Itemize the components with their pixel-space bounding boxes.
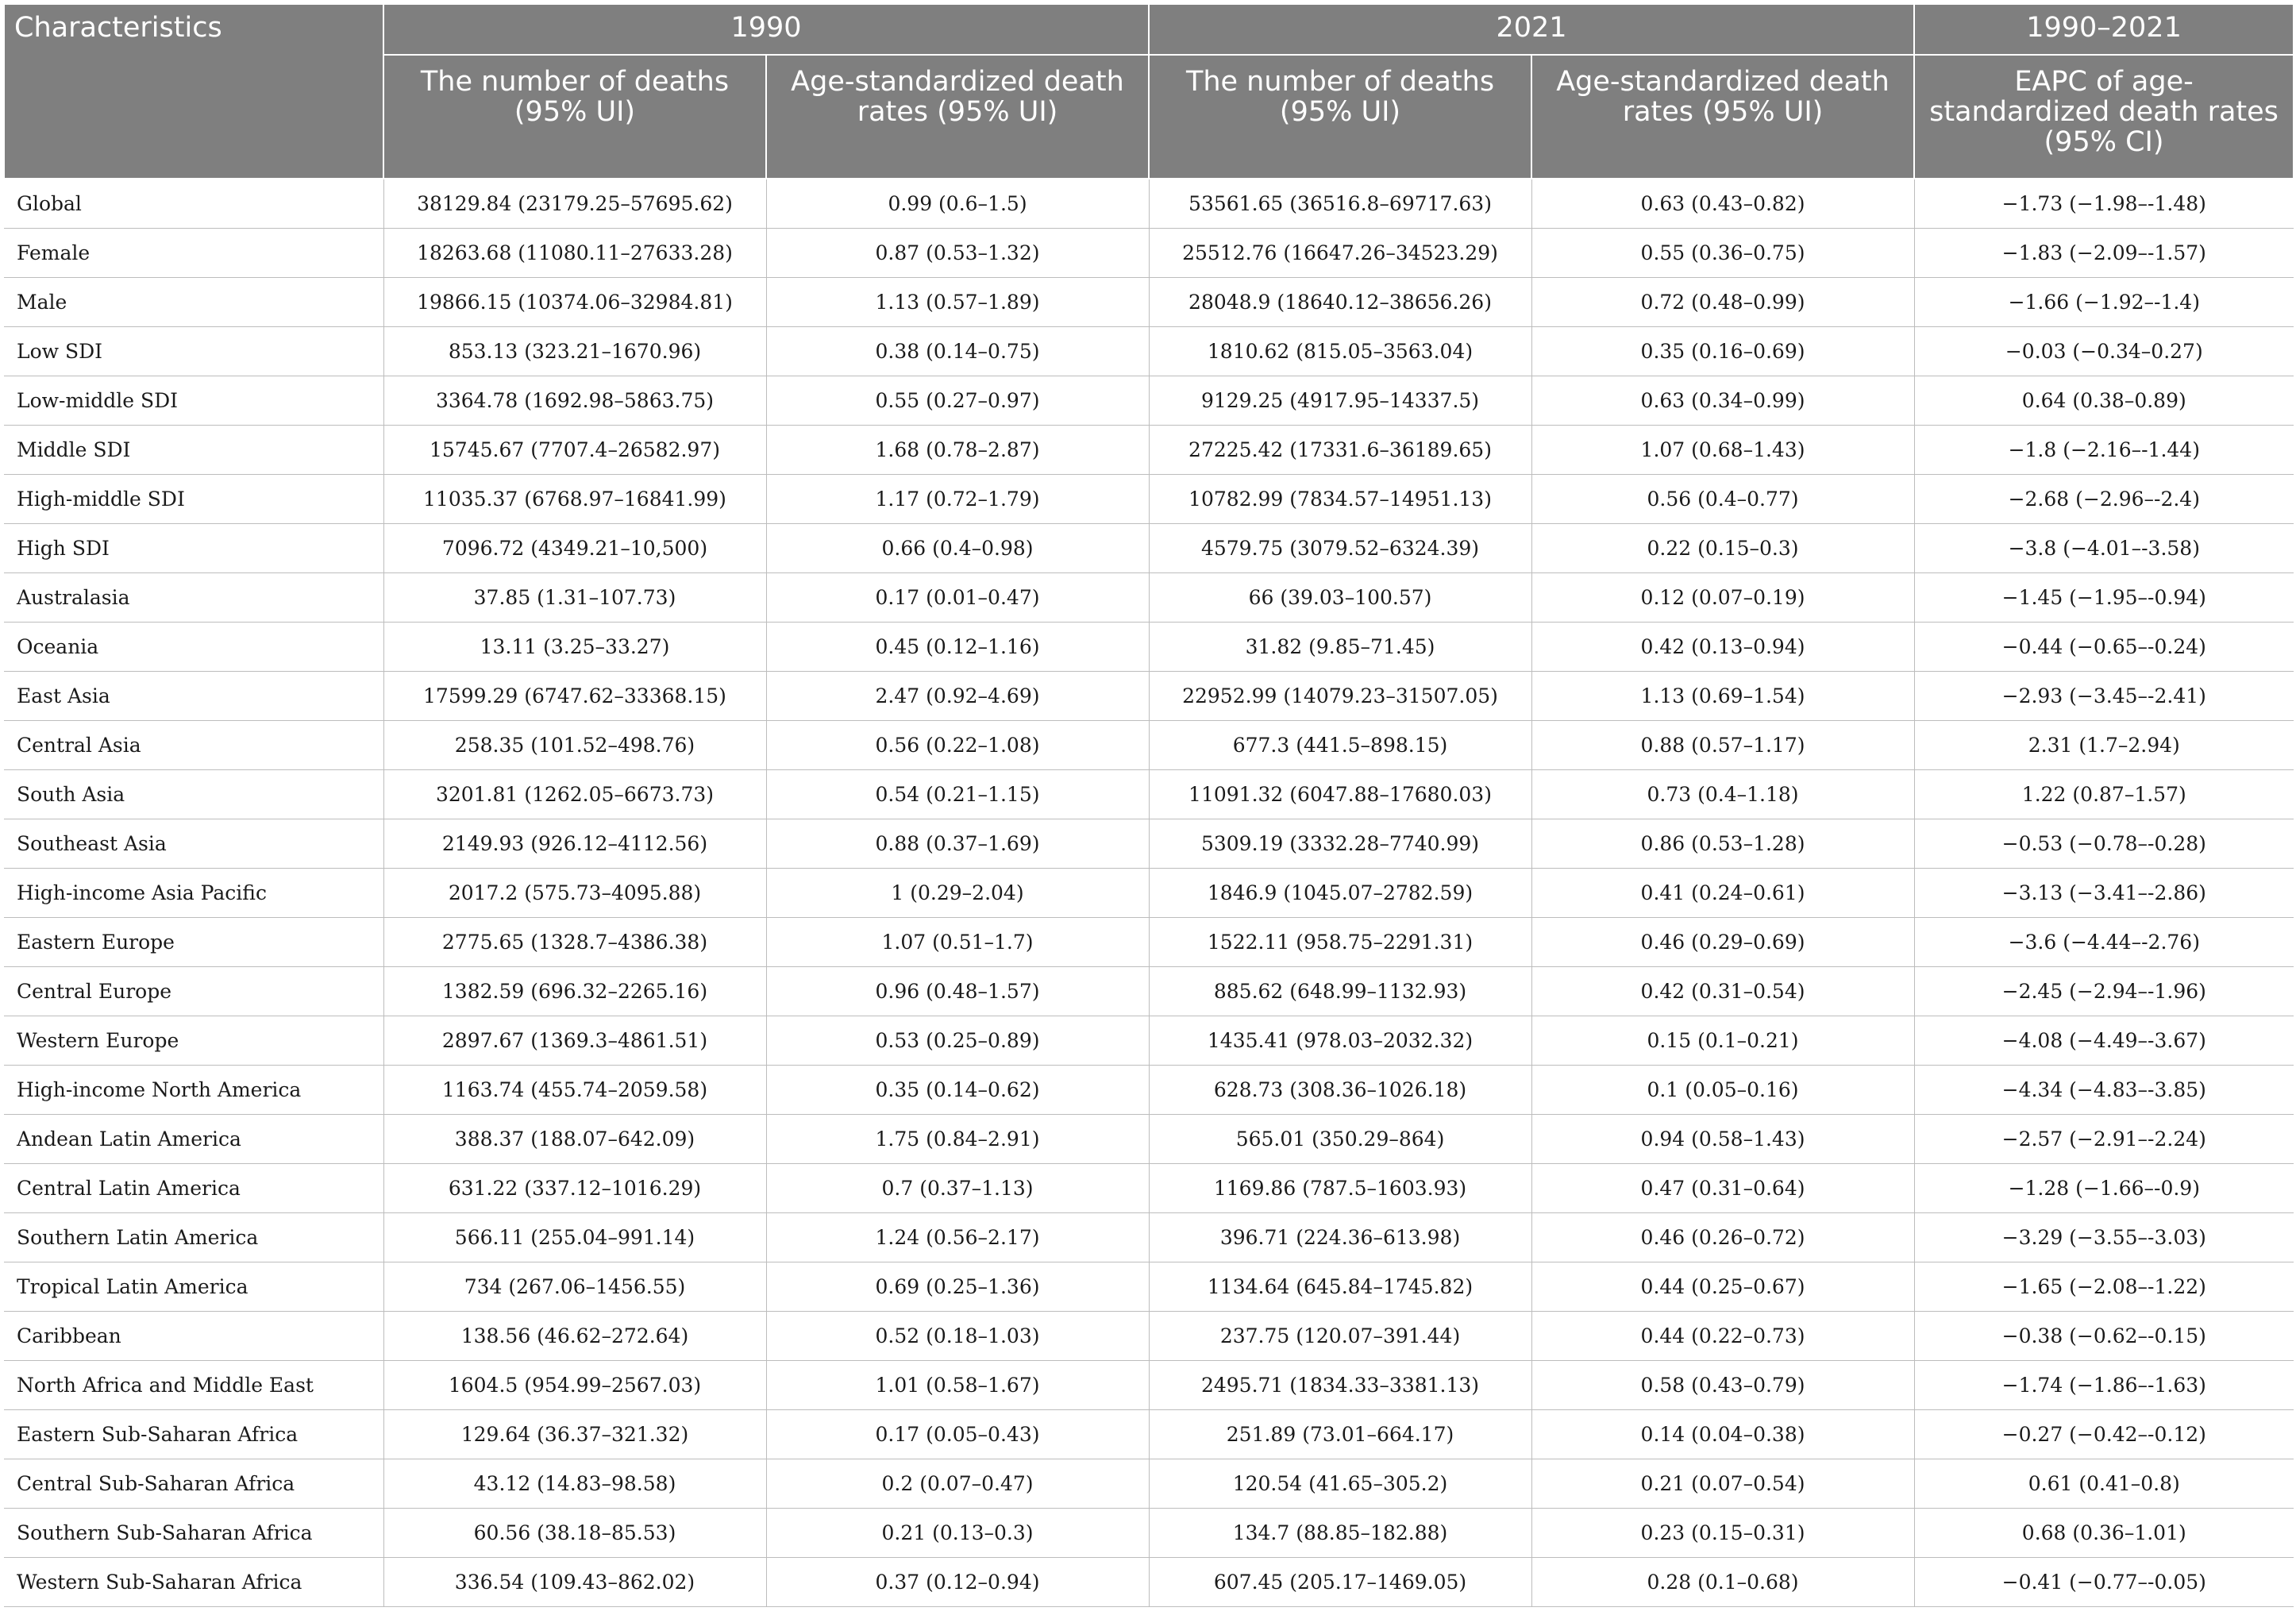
table-row	[4, 376, 2294, 425]
cell-deaths-1990: 17599.29 (6747.62–33368.15)	[383, 671, 766, 720]
cell-asdr-1990: 1.01 (0.58–1.67)	[766, 1360, 1149, 1409]
cell-asdr-1990: 0.45 (0.12–1.16)	[766, 622, 1149, 671]
cell-asdr-1990: 1.75 (0.84–2.91)	[766, 1114, 1149, 1163]
header-year-1990: 1990	[383, 4, 1149, 55]
cell-deaths-2021: 237.75 (120.07–391.44)	[1149, 1311, 1531, 1360]
header-row-years	[4, 4, 2294, 55]
cell-asdr-2021: 1.13 (0.69–1.54)	[1531, 671, 1914, 720]
table-row	[4, 671, 2294, 720]
cell-asdr-1990: 0.17 (0.05–0.43)	[766, 1409, 1149, 1459]
cell-deaths-2021: 53561.65 (36516.8–69717.63)	[1149, 179, 1531, 228]
cell-asdr-1990: 0.54 (0.21–1.15)	[766, 769, 1149, 819]
cell-characteristic: Male	[4, 277, 383, 326]
cell-deaths-2021: 31.82 (9.85–71.45)	[1149, 622, 1531, 671]
cell-eapc: −3.13 (−3.41–-2.86)	[1914, 868, 2294, 917]
cell-characteristic: Southern Latin America	[4, 1212, 383, 1262]
cell-deaths-1990: 19866.15 (10374.06–32984.81)	[383, 277, 766, 326]
table-row	[4, 1311, 2294, 1360]
cell-deaths-2021: 22952.99 (14079.23–31507.05)	[1149, 671, 1531, 720]
table-row	[4, 1557, 2294, 1606]
cell-characteristic: Eastern Europe	[4, 917, 383, 966]
cell-deaths-2021: 9129.25 (4917.95–14337.5)	[1149, 376, 1531, 425]
cell-eapc: 2.31 (1.7–2.94)	[1914, 720, 2294, 769]
cell-deaths-2021: 565.01 (350.29–864)	[1149, 1114, 1531, 1163]
cell-deaths-2021: 27225.42 (17331.6–36189.65)	[1149, 425, 1531, 474]
cell-deaths-2021: 1435.41 (978.03–2032.32)	[1149, 1016, 1531, 1065]
cell-asdr-1990: 0.69 (0.25–1.36)	[766, 1262, 1149, 1311]
cell-characteristic: Eastern Sub-Saharan Africa	[4, 1409, 383, 1459]
cell-characteristic: High-middle SDI	[4, 474, 383, 523]
cell-deaths-1990: 631.22 (337.12–1016.29)	[383, 1163, 766, 1212]
cell-asdr-2021: 0.63 (0.43–0.82)	[1531, 179, 1914, 228]
table-row	[4, 868, 2294, 917]
cell-eapc: −4.34 (−4.83–-3.85)	[1914, 1065, 2294, 1114]
cell-eapc: 1.22 (0.87–1.57)	[1914, 769, 2294, 819]
cell-deaths-2021: 5309.19 (3332.28–7740.99)	[1149, 819, 1531, 868]
cell-deaths-2021: 4579.75 (3079.52–6324.39)	[1149, 523, 1531, 572]
cell-characteristic: High-income North America	[4, 1065, 383, 1114]
cell-asdr-2021: 0.47 (0.31–0.64)	[1531, 1163, 1914, 1212]
cell-asdr-1990: 0.55 (0.27–0.97)	[766, 376, 1149, 425]
cell-asdr-1990: 1.13 (0.57–1.89)	[766, 277, 1149, 326]
cell-deaths-1990: 38129.84 (23179.25–57695.62)	[383, 179, 766, 228]
cell-eapc: −0.44 (−0.65–-0.24)	[1914, 622, 2294, 671]
cell-asdr-1990: 0.56 (0.22–1.08)	[766, 720, 1149, 769]
cell-deaths-1990: 60.56 (38.18–85.53)	[383, 1508, 766, 1557]
cell-characteristic: Southern Sub-Saharan Africa	[4, 1508, 383, 1557]
cell-deaths-1990: 15745.67 (7707.4–26582.97)	[383, 425, 766, 474]
cell-deaths-1990: 1163.74 (455.74–2059.58)	[383, 1065, 766, 1114]
cell-asdr-1990: 1.17 (0.72–1.79)	[766, 474, 1149, 523]
cell-deaths-2021: 10782.99 (7834.57–14951.13)	[1149, 474, 1531, 523]
cell-eapc: −0.38 (−0.62–-0.15)	[1914, 1311, 2294, 1360]
cell-deaths-1990: 336.54 (109.43–862.02)	[383, 1557, 766, 1606]
cell-asdr-2021: 0.15 (0.1–0.21)	[1531, 1016, 1914, 1065]
cell-asdr-2021: 0.44 (0.25–0.67)	[1531, 1262, 1914, 1311]
cell-deaths-2021: 1522.11 (958.75–2291.31)	[1149, 917, 1531, 966]
header-deaths-1990: The number of deaths (95% UI)	[383, 55, 766, 179]
table-row	[4, 523, 2294, 572]
cell-eapc: −1.45 (−1.95–-0.94)	[1914, 572, 2294, 622]
cell-characteristic: Central Asia	[4, 720, 383, 769]
cell-deaths-2021: 1134.64 (645.84–1745.82)	[1149, 1262, 1531, 1311]
cell-eapc: −0.41 (−0.77–-0.05)	[1914, 1557, 2294, 1606]
cell-deaths-2021: 1169.86 (787.5–1603.93)	[1149, 1163, 1531, 1212]
cell-characteristic: High SDI	[4, 523, 383, 572]
cell-characteristic: Low-middle SDI	[4, 376, 383, 425]
cell-asdr-2021: 0.12 (0.07–0.19)	[1531, 572, 1914, 622]
cell-characteristic: Central Latin America	[4, 1163, 383, 1212]
cell-deaths-1990: 3201.81 (1262.05–6673.73)	[383, 769, 766, 819]
header-year-2021: 2021	[1149, 4, 1914, 55]
cell-asdr-2021: 0.22 (0.15–0.3)	[1531, 523, 1914, 572]
cell-characteristic: Caribbean	[4, 1311, 383, 1360]
cell-characteristic: Global	[4, 179, 383, 228]
cell-deaths-2021: 251.89 (73.01–664.17)	[1149, 1409, 1531, 1459]
cell-asdr-1990: 1 (0.29–2.04)	[766, 868, 1149, 917]
cell-characteristic: Western Sub-Saharan Africa	[4, 1557, 383, 1606]
cell-deaths-1990: 388.37 (188.07–642.09)	[383, 1114, 766, 1163]
header-characteristics: Characteristics	[4, 4, 383, 179]
cell-deaths-2021: 628.73 (308.36–1026.18)	[1149, 1065, 1531, 1114]
table-row	[4, 966, 2294, 1016]
cell-deaths-1990: 1382.59 (696.32–2265.16)	[383, 966, 766, 1016]
cell-asdr-2021: 0.41 (0.24–0.61)	[1531, 868, 1914, 917]
table-row	[4, 622, 2294, 671]
cell-asdr-2021: 0.21 (0.07–0.54)	[1531, 1459, 1914, 1508]
cell-deaths-1990: 2897.67 (1369.3–4861.51)	[383, 1016, 766, 1065]
cell-characteristic: Tropical Latin America	[4, 1262, 383, 1311]
cell-asdr-2021: 0.73 (0.4–1.18)	[1531, 769, 1914, 819]
table-row	[4, 917, 2294, 966]
table-row	[4, 326, 2294, 376]
cell-characteristic: East Asia	[4, 671, 383, 720]
cell-deaths-1990: 13.11 (3.25–33.27)	[383, 622, 766, 671]
cell-eapc: −3.6 (−4.44–-2.76)	[1914, 917, 2294, 966]
cell-eapc: −0.03 (−0.34–0.27)	[1914, 326, 2294, 376]
cell-deaths-1990: 734 (267.06–1456.55)	[383, 1262, 766, 1311]
table-row	[4, 572, 2294, 622]
cell-asdr-2021: 0.42 (0.13–0.94)	[1531, 622, 1914, 671]
table-row	[4, 425, 2294, 474]
table-row	[4, 277, 2294, 326]
cell-asdr-1990: 0.99 (0.6–1.5)	[766, 179, 1149, 228]
cell-deaths-2021: 396.71 (224.36–613.98)	[1149, 1212, 1531, 1262]
table-row	[4, 1459, 2294, 1508]
table-row	[4, 1360, 2294, 1409]
table-row	[4, 179, 2294, 228]
cell-eapc: 0.68 (0.36–1.01)	[1914, 1508, 2294, 1557]
table-body	[4, 179, 2294, 1606]
cell-characteristic: Central Europe	[4, 966, 383, 1016]
cell-deaths-2021: 677.3 (441.5–898.15)	[1149, 720, 1531, 769]
cell-deaths-2021: 1846.9 (1045.07–2782.59)	[1149, 868, 1531, 917]
cell-asdr-1990: 0.2 (0.07–0.47)	[766, 1459, 1149, 1508]
cell-eapc: −1.74 (−1.86–-1.63)	[1914, 1360, 2294, 1409]
table-row	[4, 1163, 2294, 1212]
cell-eapc: −1.73 (−1.98–-1.48)	[1914, 179, 2294, 228]
cell-eapc: −1.65 (−2.08–-1.22)	[1914, 1262, 2294, 1311]
cell-deaths-2021: 607.45 (205.17–1469.05)	[1149, 1557, 1531, 1606]
cell-eapc: −2.57 (−2.91–-2.24)	[1914, 1114, 2294, 1163]
table-row	[4, 720, 2294, 769]
cell-asdr-2021: 0.44 (0.22–0.73)	[1531, 1311, 1914, 1360]
cell-asdr-2021: 1.07 (0.68–1.43)	[1531, 425, 1914, 474]
cell-asdr-1990: 1.68 (0.78–2.87)	[766, 425, 1149, 474]
cell-eapc: 0.64 (0.38–0.89)	[1914, 376, 2294, 425]
cell-characteristic: Oceania	[4, 622, 383, 671]
cell-asdr-1990: 0.96 (0.48–1.57)	[766, 966, 1149, 1016]
cell-asdr-2021: 0.23 (0.15–0.31)	[1531, 1508, 1914, 1557]
table-row	[4, 1016, 2294, 1065]
table-row	[4, 1262, 2294, 1311]
table-header	[4, 4, 2294, 179]
cell-characteristic: South Asia	[4, 769, 383, 819]
cell-asdr-1990: 0.37 (0.12–0.94)	[766, 1557, 1149, 1606]
cell-asdr-2021: 0.46 (0.29–0.69)	[1531, 917, 1914, 966]
cell-asdr-2021: 0.46 (0.26–0.72)	[1531, 1212, 1914, 1262]
cell-asdr-1990: 0.17 (0.01–0.47)	[766, 572, 1149, 622]
data-table	[3, 3, 2294, 1607]
cell-eapc: −0.27 (−0.42–-0.12)	[1914, 1409, 2294, 1459]
cell-characteristic: Low SDI	[4, 326, 383, 376]
cell-characteristic: Southeast Asia	[4, 819, 383, 868]
table-row	[4, 228, 2294, 277]
cell-asdr-1990: 0.53 (0.25–0.89)	[766, 1016, 1149, 1065]
cell-characteristic: Middle SDI	[4, 425, 383, 474]
cell-eapc: −3.8 (−4.01–-3.58)	[1914, 523, 2294, 572]
cell-asdr-2021: 0.42 (0.31–0.54)	[1531, 966, 1914, 1016]
cell-deaths-1990: 37.85 (1.31–107.73)	[383, 572, 766, 622]
cell-asdr-2021: 0.63 (0.34–0.99)	[1531, 376, 1914, 425]
cell-deaths-1990: 258.35 (101.52–498.76)	[383, 720, 766, 769]
cell-characteristic: Andean Latin America	[4, 1114, 383, 1163]
cell-asdr-2021: 0.56 (0.4–0.77)	[1531, 474, 1914, 523]
table-row	[4, 1212, 2294, 1262]
cell-asdr-1990: 0.52 (0.18–1.03)	[766, 1311, 1149, 1360]
cell-asdr-2021: 0.35 (0.16–0.69)	[1531, 326, 1914, 376]
cell-deaths-1990: 138.56 (46.62–272.64)	[383, 1311, 766, 1360]
cell-asdr-2021: 0.55 (0.36–0.75)	[1531, 228, 1914, 277]
cell-asdr-1990: 1.07 (0.51–1.7)	[766, 917, 1149, 966]
cell-asdr-2021: 0.58 (0.43–0.79)	[1531, 1360, 1914, 1409]
cell-eapc: −2.68 (−2.96–-2.4)	[1914, 474, 2294, 523]
table-row	[4, 1409, 2294, 1459]
cell-deaths-1990: 3364.78 (1692.98–5863.75)	[383, 376, 766, 425]
cell-eapc: −1.83 (−2.09–-1.57)	[1914, 228, 2294, 277]
cell-deaths-1990: 11035.37 (6768.97–16841.99)	[383, 474, 766, 523]
cell-asdr-2021: 0.14 (0.04–0.38)	[1531, 1409, 1914, 1459]
cell-deaths-1990: 566.11 (255.04–991.14)	[383, 1212, 766, 1262]
table-row	[4, 1065, 2294, 1114]
cell-characteristic: North Africa and Middle East	[4, 1360, 383, 1409]
cell-asdr-1990: 0.87 (0.53–1.32)	[766, 228, 1149, 277]
cell-eapc: 0.61 (0.41–0.8)	[1914, 1459, 2294, 1508]
cell-asdr-1990: 0.88 (0.37–1.69)	[766, 819, 1149, 868]
table-row	[4, 819, 2294, 868]
cell-deaths-1990: 853.13 (323.21–1670.96)	[383, 326, 766, 376]
cell-eapc: −3.29 (−3.55–-3.03)	[1914, 1212, 2294, 1262]
cell-deaths-2021: 25512.76 (16647.26–34523.29)	[1149, 228, 1531, 277]
cell-deaths-2021: 66 (39.03–100.57)	[1149, 572, 1531, 622]
cell-deaths-1990: 18263.68 (11080.11–27633.28)	[383, 228, 766, 277]
cell-eapc: −1.28 (−1.66–-0.9)	[1914, 1163, 2294, 1212]
table-row	[4, 1114, 2294, 1163]
cell-asdr-1990: 0.66 (0.4–0.98)	[766, 523, 1149, 572]
cell-eapc: −2.93 (−3.45–-2.41)	[1914, 671, 2294, 720]
header-deaths-2021: The number of deaths (95% UI)	[1149, 55, 1531, 179]
table-row	[4, 474, 2294, 523]
cell-characteristic: High-income Asia Pacific	[4, 868, 383, 917]
cell-deaths-1990: 2017.2 (575.73–4095.88)	[383, 868, 766, 917]
cell-eapc: −0.53 (−0.78–-0.28)	[1914, 819, 2294, 868]
cell-deaths-1990: 129.64 (36.37–321.32)	[383, 1409, 766, 1459]
cell-asdr-2021: 0.86 (0.53–1.28)	[1531, 819, 1914, 868]
cell-asdr-1990: 0.38 (0.14–0.75)	[766, 326, 1149, 376]
cell-deaths-1990: 1604.5 (954.99–2567.03)	[383, 1360, 766, 1409]
cell-characteristic: Central Sub-Saharan Africa	[4, 1459, 383, 1508]
cell-asdr-1990: 0.7 (0.37–1.13)	[766, 1163, 1149, 1212]
cell-asdr-2021: 0.1 (0.05–0.16)	[1531, 1065, 1914, 1114]
cell-deaths-1990: 43.12 (14.83–98.58)	[383, 1459, 766, 1508]
cell-characteristic: Western Europe	[4, 1016, 383, 1065]
cell-deaths-2021: 11091.32 (6047.88–17680.03)	[1149, 769, 1531, 819]
header-eapc: EAPC of age-standardized death rates (95% CI)	[1914, 55, 2294, 179]
cell-deaths-1990: 2775.65 (1328.7–4386.38)	[383, 917, 766, 966]
cell-characteristic: Australasia	[4, 572, 383, 622]
cell-asdr-1990: 0.35 (0.14–0.62)	[766, 1065, 1149, 1114]
cell-eapc: −1.8 (−2.16–-1.44)	[1914, 425, 2294, 474]
cell-asdr-1990: 1.24 (0.56–2.17)	[766, 1212, 1149, 1262]
cell-deaths-2021: 28048.9 (18640.12–38656.26)	[1149, 277, 1531, 326]
table-row	[4, 1508, 2294, 1557]
cell-eapc: −4.08 (−4.49–-3.67)	[1914, 1016, 2294, 1065]
header-asdr-1990: Age-standardized death rates (95% UI)	[766, 55, 1149, 179]
cell-eapc: −1.66 (−1.92–-1.4)	[1914, 277, 2294, 326]
cell-asdr-2021: 0.72 (0.48–0.99)	[1531, 277, 1914, 326]
cell-characteristic: Female	[4, 228, 383, 277]
table-row	[4, 769, 2294, 819]
header-period: 1990–2021	[1914, 4, 2294, 55]
cell-deaths-2021: 134.7 (88.85–182.88)	[1149, 1508, 1531, 1557]
cell-deaths-2021: 2495.71 (1834.33–3381.13)	[1149, 1360, 1531, 1409]
cell-asdr-2021: 0.88 (0.57–1.17)	[1531, 720, 1914, 769]
cell-asdr-2021: 0.28 (0.1–0.68)	[1531, 1557, 1914, 1606]
cell-asdr-1990: 0.21 (0.13–0.3)	[766, 1508, 1149, 1557]
cell-asdr-2021: 0.94 (0.58–1.43)	[1531, 1114, 1914, 1163]
cell-eapc: −2.45 (−2.94–-1.96)	[1914, 966, 2294, 1016]
cell-asdr-1990: 2.47 (0.92–4.69)	[766, 671, 1149, 720]
cell-deaths-1990: 2149.93 (926.12–4112.56)	[383, 819, 766, 868]
cell-deaths-2021: 885.62 (648.99–1132.93)	[1149, 966, 1531, 1016]
cell-deaths-1990: 7096.72 (4349.21–10,500)	[383, 523, 766, 572]
cell-deaths-2021: 1810.62 (815.05–3563.04)	[1149, 326, 1531, 376]
header-asdr-2021: Age-standardized death rates (95% UI)	[1531, 55, 1914, 179]
cell-deaths-2021: 120.54 (41.65–305.2)	[1149, 1459, 1531, 1508]
